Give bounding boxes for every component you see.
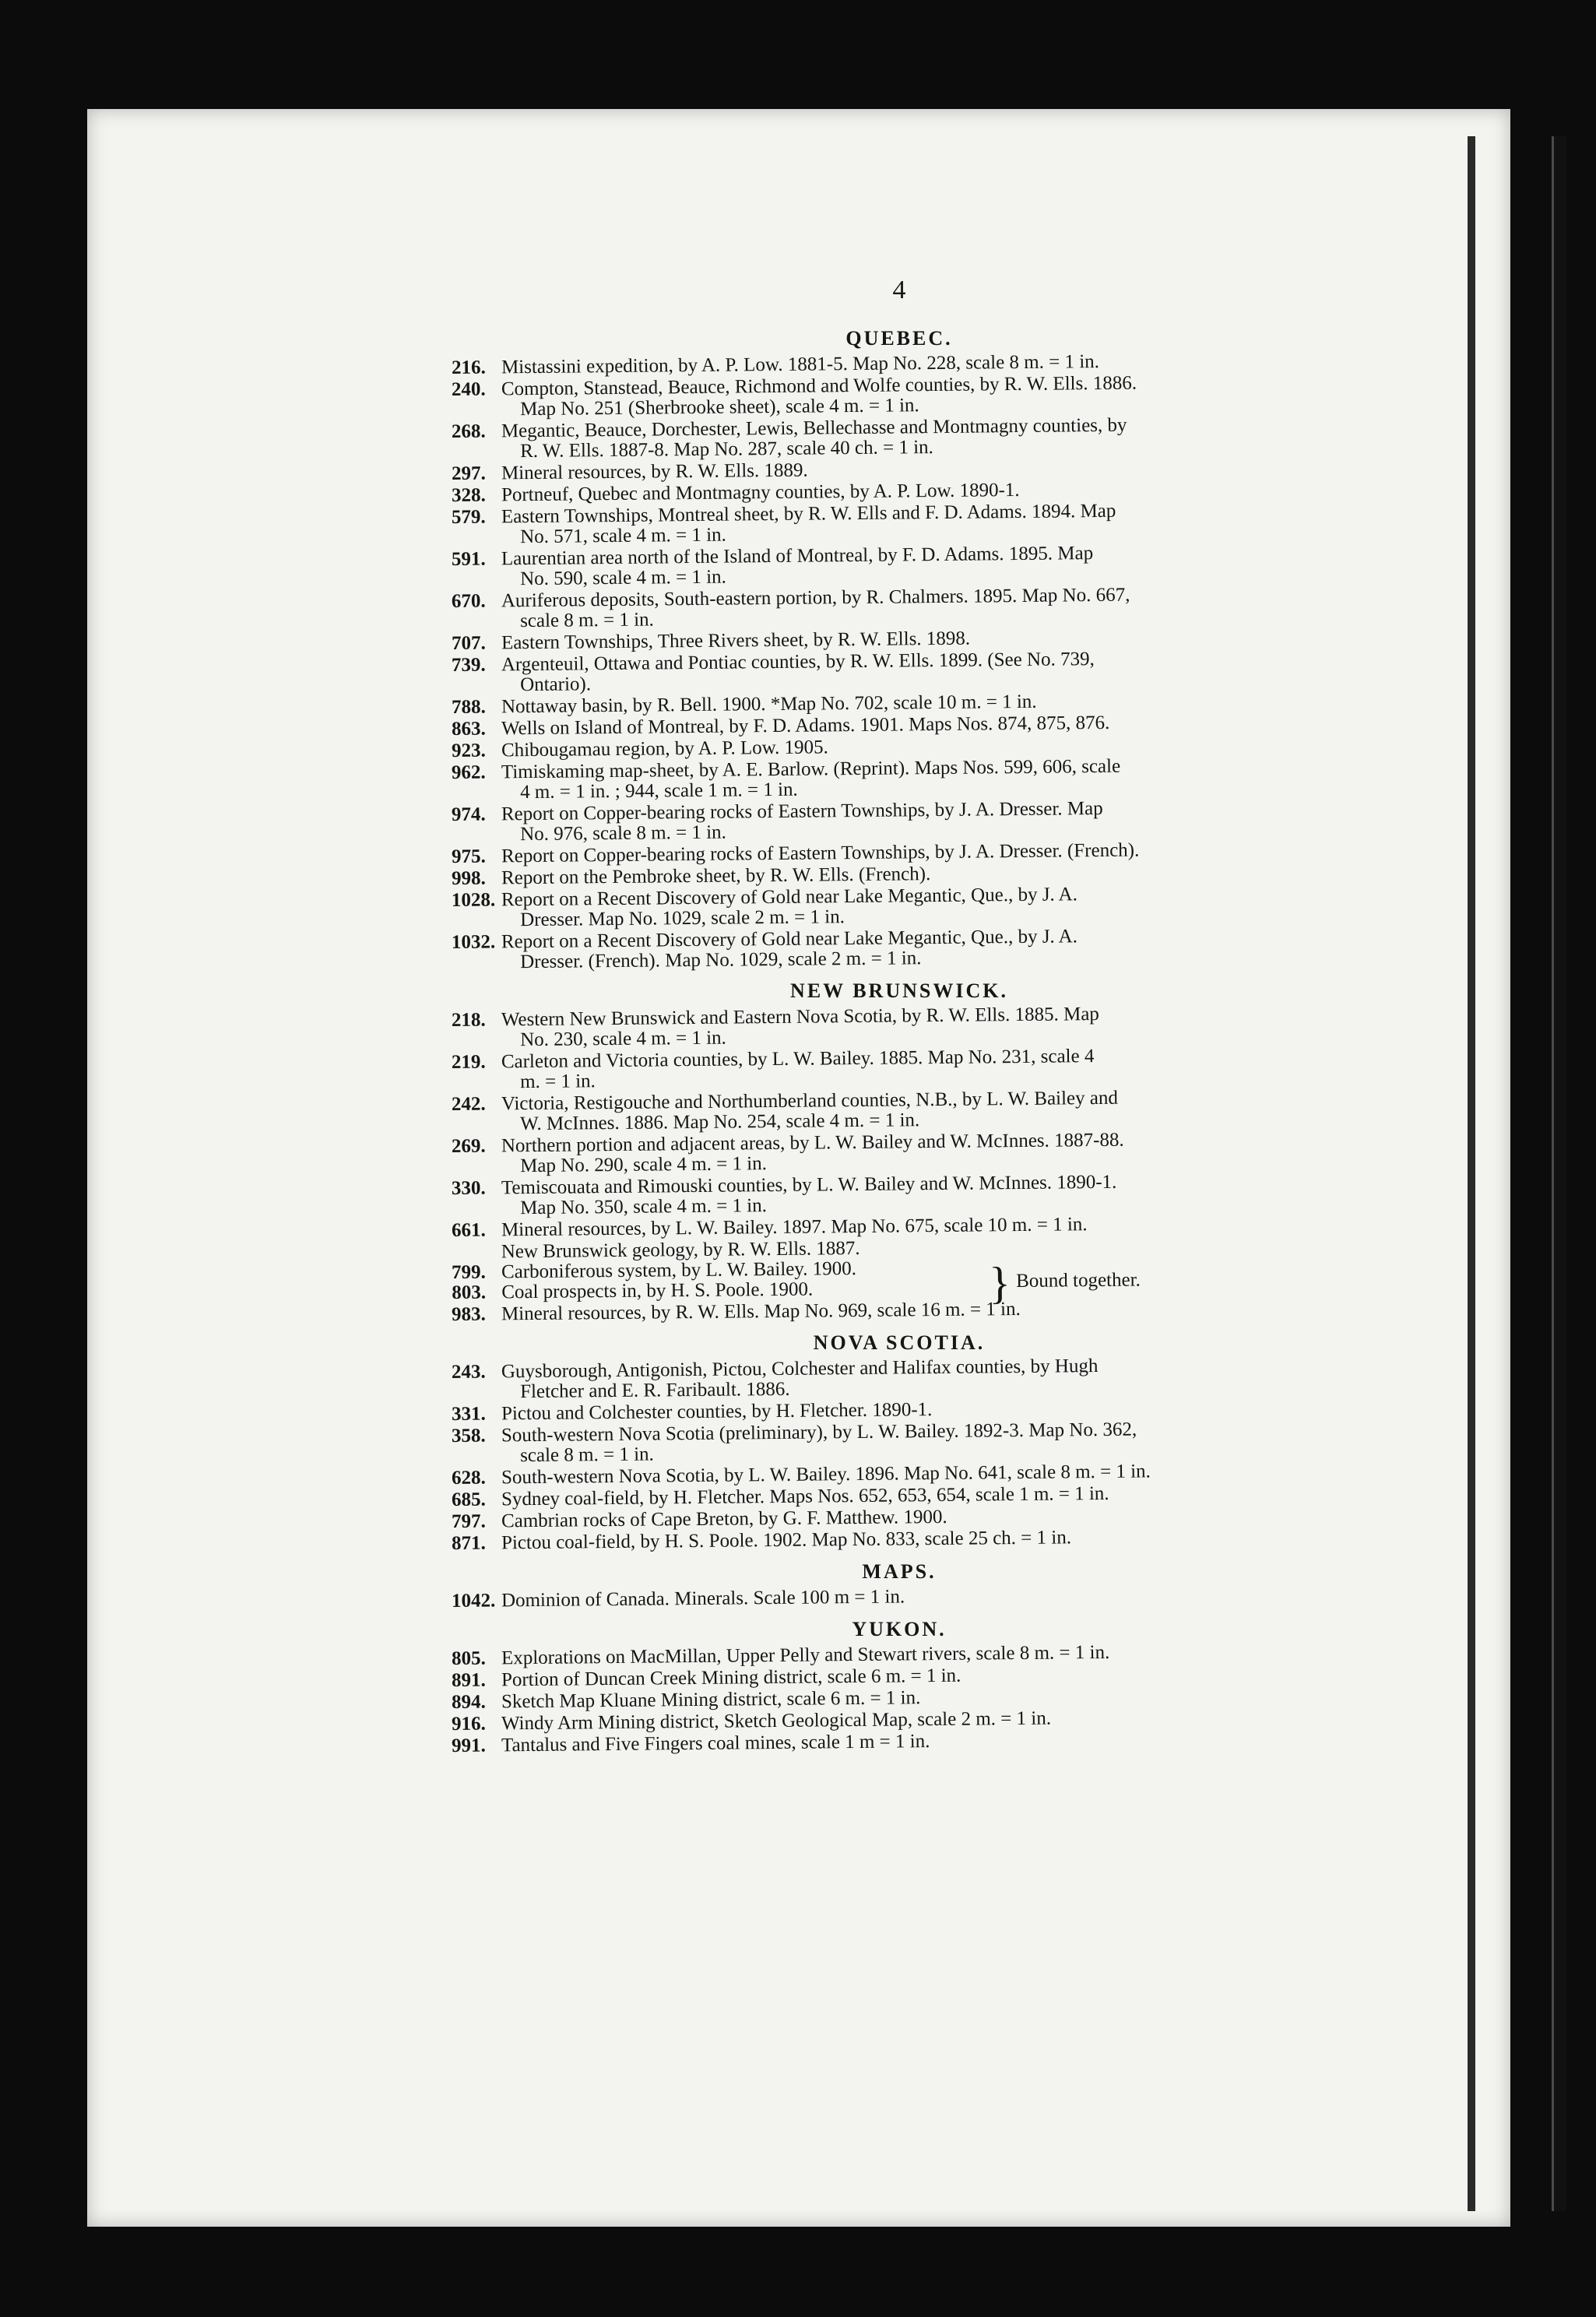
entry-continuation: W. McInnes. 1886. Map No. 254, scale 4 m. = 1 in.	[519, 1109, 920, 1135]
list-item	[452, 371, 1347, 420]
entry-text: Western New Brunswick and Eastern Nova Scotia, by R. W. Ells. 1885. Map	[501, 1004, 1099, 1031]
list-item	[452, 1354, 1347, 1403]
entry-number: 894.	[451, 1691, 486, 1713]
list-item	[452, 647, 1347, 696]
bound-together-label: Bound together.	[1016, 1269, 1141, 1292]
list-item	[452, 1044, 1347, 1093]
entry-number: 218.	[451, 1009, 486, 1031]
nova-scotia-list	[451, 1355, 1347, 1554]
entry-text: Report on a Recent Discovery of Gold near Lake Megantic, Que., by J. A.	[501, 926, 1078, 953]
entry-text: Windy Arm Mining district, Sketch Geological Map, scale 2 m. = 1 in.	[501, 1707, 1052, 1735]
list-item	[452, 1002, 1347, 1051]
entry-number: 1028.	[451, 889, 496, 911]
page-edge-shadow	[1468, 136, 1475, 2211]
entry-number: 974.	[451, 803, 486, 825]
bound-line: Carboniferous system, by L. W. Bailey. 1900.	[501, 1258, 857, 1283]
entry-text: Report on Copper-bearing rocks of Eastern Townships, by J. A. Dresser. Map	[501, 797, 1103, 825]
entry-continuation: R. W. Ells. 1887-8. Map No. 287, scale 40 ch. = 1 in.	[519, 437, 933, 462]
entry-text: Dominion of Canada. Minerals. Scale 100 m = 1 in.	[501, 1586, 905, 1612]
entry-continuation: No. 976, scale 8 m. = 1 in.	[519, 821, 726, 846]
list-item	[452, 583, 1347, 632]
entry-number: 330.	[451, 1177, 486, 1199]
entry-text: Laurentian area north of the Island of Montreal, by F. D. Adams. 1895. Map	[501, 543, 1094, 570]
entry-continuation: No. 571, scale 4 m. = 1 in.	[519, 524, 726, 548]
entry-text: Compton, Stanstead, Beauce, Richmond and Wolfe counties, by R. W. Ells. 1886.	[501, 372, 1137, 400]
entry-text: Eastern Townships, Montreal sheet, by R. W. Ells and F. D. Adams. 1894. Map	[501, 500, 1116, 528]
entry-number: 628.	[451, 1467, 486, 1489]
entry-text: Mineral resources, by R. W. Ells. 1889.	[501, 459, 808, 484]
list-item	[452, 1128, 1347, 1177]
entry-text: Timiskaming map-sheet, by A. E. Barlow. (Reprint). Maps Nos. 599, 606, scale	[501, 755, 1121, 783]
entry-text: Tantalus and Five Fingers coal mines, scale 1 m = 1 in.	[501, 1731, 930, 1756]
entry-text: South-western Nova Scotia, by L. W. Bailey. 1896. Map No. 641, scale 8 m. = 1 in.	[501, 1461, 1151, 1489]
entry-number: 328.	[451, 484, 486, 506]
list-item	[452, 754, 1347, 803]
entry-continuation: Map No. 251 (Sherbrooke sheet), scale 4 m. = 1 in.	[519, 395, 919, 420]
entry-number: 685.	[451, 1489, 486, 1510]
entry-continuation: scale 8 m. = 1 in.	[519, 1443, 654, 1467]
section-heading-nova-scotia: NOVA SCOTIA.	[813, 1331, 986, 1354]
entry-number: 805.	[451, 1647, 486, 1669]
binding-strip	[1552, 136, 1566, 2211]
entry-number: 240.	[451, 378, 486, 400]
entry-text: Carleton and Victoria counties, by L. W. Bailey. 1885. Map No. 231, scale 4	[501, 1046, 1095, 1073]
entry-text: Pictou and Colchester counties, by H. Fletcher. 1890-1.	[501, 1399, 933, 1425]
entry-continuation: 4 m. = 1 in. ; 944, scale 1 m. = 1 in.	[519, 779, 798, 803]
entry-number: 962.	[451, 761, 486, 783]
entry-text: Report on the Pembroke sheet, by R. W. Ells. (French).	[501, 863, 931, 889]
entry-text: Mineral resources, by L. W. Bailey. 1897. Map No. 675, scale 10 m. = 1 in.	[501, 1214, 1088, 1241]
entry-number: 983.	[451, 1303, 486, 1325]
entry-number: 1042.	[451, 1590, 496, 1612]
entry-continuation: No. 230, scale 4 m. = 1 in.	[519, 1027, 726, 1051]
entry-number: 243.	[451, 1361, 486, 1383]
list-item	[452, 882, 1347, 931]
section-heading-new-brunswick: NEW BRUNSWICK.	[790, 979, 1008, 1002]
yukon-list	[451, 1641, 1347, 1756]
entry-number: 268.	[451, 420, 486, 442]
entry-number: 661.	[451, 1219, 486, 1241]
entry-text: South-western Nova Scotia (preliminary), by L. W. Bailey. 1892-3. Map No. 362,	[501, 1419, 1137, 1447]
entry-number: 331.	[451, 1403, 486, 1425]
entry-text: Chibougamau region, by A. P. Low. 1905.	[501, 737, 828, 761]
entry-text: Nottaway basin, by R. Bell. 1900. *Map No. 702, scale 10 m. = 1 in.	[501, 691, 1037, 718]
entry-text: Explorations on MacMillan, Upper Pelly and Stewart rivers, scale 8 m. = 1 in.	[501, 1641, 1110, 1669]
entry-continuation: Fletcher and E. R. Faribault. 1886.	[519, 1378, 790, 1403]
entry-continuation: scale 8 m. = 1 in.	[519, 609, 654, 632]
entry-number: 216.	[451, 357, 486, 378]
entry-continuation: Map No. 350, scale 4 m. = 1 in.	[519, 1195, 768, 1219]
brace-mark: }	[988, 1257, 1011, 1309]
entry-text: Northern portion and adjacent areas, by L. W. Bailey and W. McInnes. 1887-88.	[501, 1129, 1124, 1157]
entry-text: Report on Copper-bearing rocks of Eastern Townships, by J. A. Dresser. (French).	[501, 839, 1140, 867]
list-item	[452, 1086, 1347, 1135]
list-item	[452, 796, 1347, 846]
bound-line: Coal prospects in, by H. S. Poole. 1900.	[501, 1278, 814, 1303]
entry-continuation: Dresser. Map No. 1029, scale 2 m. = 1 in.	[519, 906, 845, 931]
entry-text: Auriferous deposits, South-eastern portion, by R. Chalmers. 1895. Map No. 667,	[501, 584, 1130, 612]
new-brunswick-list-after	[451, 1298, 1347, 1325]
entry-number: 579.	[451, 506, 486, 528]
entry-continuation: Ontario).	[519, 673, 592, 696]
list-item	[452, 1418, 1347, 1467]
section-heading-yukon: YUKON.	[852, 1618, 947, 1640]
bound-line: New Brunswick geology, by R. W. Ells. 1887.	[501, 1237, 860, 1263]
entry-text: Wells on Island of Montreal, by F. D. Adams. 1901. Maps Nos. 874, 875, 876.	[501, 712, 1110, 740]
entry-text: Sydney coal-field, by H. Fletcher. Maps Nos. 652, 653, 654, scale 1 m. = 1 in.	[501, 1482, 1109, 1510]
page-content	[451, 276, 1347, 1758]
entry-number: 991.	[451, 1735, 486, 1756]
section-heading-maps: MAPS.	[862, 1560, 937, 1583]
entry-text: Temiscouata and Rimouski counties, by L. W. Bailey and W. McInnes. 1890-1.	[501, 1171, 1117, 1199]
entry-continuation: Dresser. (French). Map No. 1029, scale 2 m. = 1 in.	[519, 948, 922, 973]
entry-number: 358.	[451, 1425, 486, 1447]
entry-number: 242.	[451, 1093, 486, 1115]
entry-number: 863.	[451, 718, 486, 740]
entry-number: 923.	[451, 740, 486, 761]
page-number: 4	[892, 276, 906, 304]
new-brunswick-list	[451, 1004, 1347, 1241]
entry-number: 1032.	[451, 931, 496, 953]
entry-number: 219.	[451, 1051, 486, 1073]
list-item	[452, 541, 1347, 590]
entry-continuation: m. = 1 in.	[519, 1071, 596, 1093]
entry-continuation: Map No. 290, scale 4 m. = 1 in.	[519, 1153, 768, 1177]
entry-text: Mineral resources, by R. W. Ells. Map No. 969, scale 16 m. = 1 in.	[501, 1298, 1021, 1325]
entry-number: 788.	[451, 696, 486, 718]
entry-text: Argenteuil, Ottawa and Pontiac counties, by R. W. Ells. 1899. (See No. 739,	[501, 649, 1095, 676]
list-item	[452, 924, 1347, 973]
entry-number: 297.	[451, 462, 486, 484]
entry-text: Sketch Map Kluane Mining district, scale 6 m. = 1 in.	[501, 1687, 921, 1713]
entry-number: 916.	[451, 1713, 486, 1735]
entry-text: Eastern Townships, Three Rivers sheet, by R. W. Ells. 1898.	[501, 628, 971, 654]
entry-number: 707.	[451, 632, 486, 654]
entry-text: Guysborough, Antigonish, Pictou, Colchester and Halifax counties, by Hugh	[501, 1355, 1099, 1383]
entry-number: 269.	[451, 1135, 486, 1157]
list-item	[452, 1583, 1347, 1612]
entry-number: 891.	[451, 1669, 486, 1691]
entry-number: 739.	[451, 654, 486, 676]
quebec-list	[451, 351, 1347, 973]
entry-number: 803.	[452, 1282, 487, 1303]
entry-text: Megantic, Beauce, Dorchester, Lewis, Bellechasse and Montmagny counties, by	[501, 414, 1127, 442]
entry-number: 871.	[451, 1532, 486, 1554]
entry-text: Mistassini expedition, by A. P. Low. 1881-5. Map No. 228, scale 8 m. = 1 in.	[501, 351, 1100, 378]
entry-number: 591.	[451, 548, 486, 570]
entry-number: 670.	[451, 590, 486, 612]
entry-number: 975.	[451, 846, 486, 867]
maps-list	[451, 1586, 1347, 1612]
entry-continuation: No. 590, scale 4 m. = 1 in.	[519, 566, 726, 590]
entry-text: Cambrian rocks of Cape Breton, by G. F. Matthew. 1900.	[501, 1506, 947, 1532]
entry-text: Portion of Duncan Creek Mining district, scale 6 m. = 1 in.	[501, 1665, 961, 1691]
entry-text: Pictou coal-field, by H. S. Poole. 1902. Map No. 833, scale 25 ch. = 1 in.	[501, 1527, 1072, 1554]
entry-text: Report on a Recent Discovery of Gold near Lake Megantic, Que., by J. A.	[501, 884, 1078, 911]
list-item	[452, 499, 1347, 548]
section-heading-quebec: QUEBEC.	[845, 327, 953, 350]
list-item	[452, 1170, 1347, 1219]
entry-number: 998.	[451, 867, 486, 889]
entry-text: Victoria, Restigouche and Northumberland counties, N.B., by L. W. Bailey and	[501, 1087, 1119, 1115]
list-item	[452, 413, 1347, 462]
bound-together-group	[451, 1234, 1348, 1309]
entry-number: 799.	[451, 1261, 486, 1283]
entry-text: Portneuf, Quebec and Montmagny counties, by A. P. Low. 1890-1.	[501, 479, 1020, 506]
entry-number: 797.	[451, 1510, 486, 1532]
